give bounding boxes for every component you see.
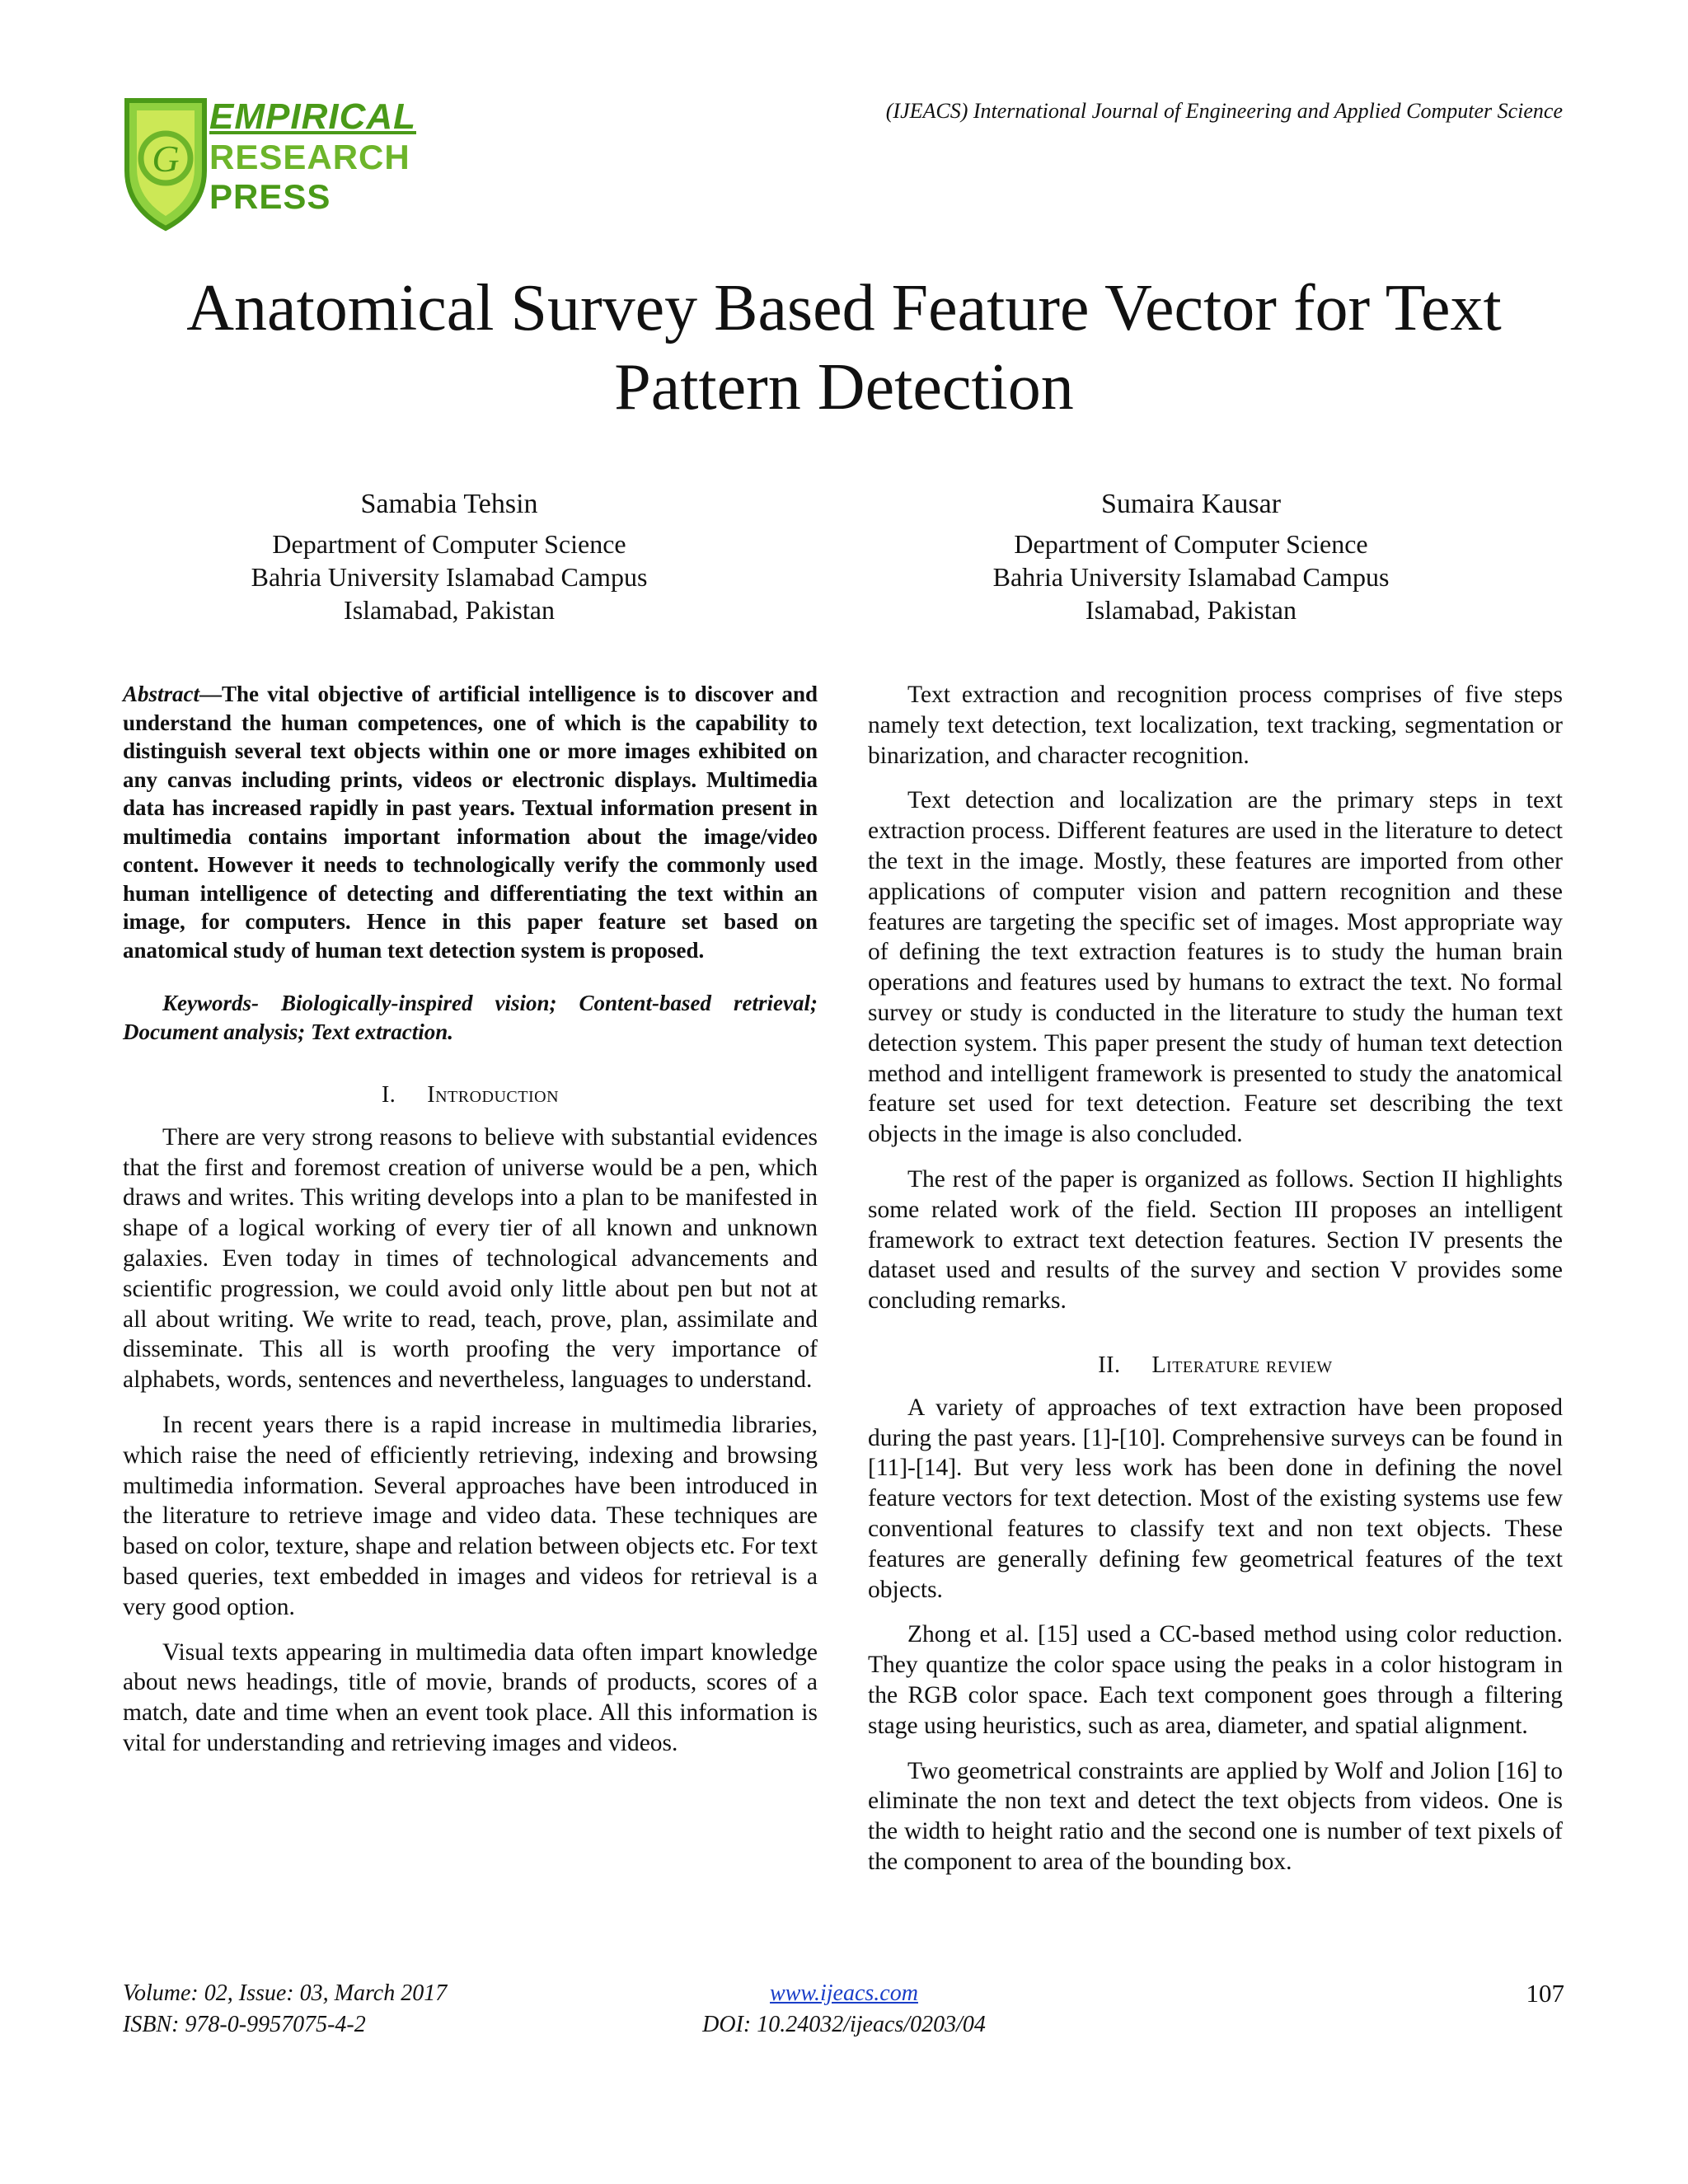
literature-paragraph-2: Zhong et al. [15] used a CC-based method using color reduction. They quantize the color space using the peaks in a color histogram in the RGB color space. Each text component goes through a filtering stage using heuristics, such as area, diameter, and spatial alignment. [868, 1621, 1563, 1739]
page-number: 107 [1526, 1979, 1564, 2008]
author-1-loc: Islamabad, Pakistan [344, 595, 555, 625]
intro-paragraph-1: There are very strong reasons to believe with substantial evidences that the first and foremost creation of universe would be a pen, which draws and writes. This writing develops into a plan to be manifested in shape of a logical working of every tier of all known and unknown galaxies. Even today in times of technological advancements and scientific progression, we could avoid only little about pen but not at all about writing. We write to read, teach, prove, plan, assimilate and disseminate. This all is worth proofing the very importance of alphabets, words, sentences and nevertheless, languages to understand. [123, 1123, 818, 1394]
author-1-dept: Department of Computer Science [272, 529, 626, 559]
section-heading-introduction [123, 1080, 818, 1111]
literature-paragraph-3: Two geometrical constraints are applied by Wolf and Jolion [16] to eliminate the non text and detect the text objects from videos. One is the width to height ratio and the second one is number of text pixels of the component to area of the bounding box. [868, 1757, 1563, 1875]
paper-title [0, 269, 1688, 427]
logo-line-research: RESEARCH [209, 138, 410, 176]
intro-paragraph-3: Visual texts appearing in multimedia data often impart knowledge about news headings, title of movie, brands of products, scores of a match, date and time when an event took place. All this information is vital for understanding and retrieving images and videos. [123, 1638, 818, 1756]
intro-paragraph-2: In recent years there is a rapid increase in multimedia libraries, which raise the need of efficiently retrieving, indexing and browsing multimedia information. Several approaches have been introduced in the literature to retrieve image and video data. These techniques are based on color, texture, shape and relation between objects etc. For text based queries, text embedded in images and videos for retrieval is a very good option. [123, 1411, 818, 1620]
footer-isbn: ISBN: 978-0-9957075-4-2 [123, 2012, 366, 2037]
literature-paragraph-1: A variety of approaches of text extraction have been proposed during the past years. [1]-[10]. Comprehensive surveys can be found in [11]-[14]. But very less work has been done in defining the novel feature vectors for text detection. Most of the existing systems use few conventional features to classify text and non text objects. These features are generally defining few geometrical features of the text objects. [868, 1394, 1563, 1603]
author-2-name: Sumaira Kausar [1100, 489, 1282, 519]
intro-paragraph-5: Text detection and localization are the primary steps in text extraction process. Different features are used in the literature to detect the text in the image. Mostly, these features are imported from other applications of computer vision and pattern recognition and these features are targeting the specific set of images. Most appropriate way of defining the text extraction features is to study the human brain operations and features used by humans to extract the text. No formal survey or study is conducted in the literature to study the human text detection system. This paper present the study of human text detection method and intelligent framework is presented to study the anatomical feature set used for text detection. Feature set describing the text objects in the image is also concluded. [868, 787, 1563, 1148]
author-2-loc: Islamabad, Pakistan [1085, 595, 1296, 625]
author-1-univ: Bahria University Islamabad Campus [251, 562, 648, 592]
title-line-1: Anatomical Survey Based Feature Vector for Text [186, 272, 1502, 344]
abstract-text: —The vital objective of artificial intelligence is to discover and understand the human competences, one of which is the capability to distinguish several text objects within one or more images exhibited on any canvas including prints, videos or electronic displays. Multimedia data has increased rapidly in past years. Textual information present in multimedia contains important information about the image/video content. However it needs to technologically verify the commonly used human intelligence of detecting and differentiating the text within an image, for computers. Hence in this paper feature set based on anatomical study of human text detection system is proposed. [123, 682, 818, 963]
section-title: Introduction [427, 1082, 560, 1108]
title-line-2: Pattern Detection [614, 351, 1074, 424]
keywords: Keywords- Biologically-inspired vision; Content-based retrieval; Document analysis; Text extraction. [123, 991, 818, 1044]
footer-center [0, 1978, 1688, 2041]
author-1-name: Samabia Tehsin [360, 489, 538, 519]
intro-paragraph-4: Text extraction and recognition process comprises of five steps namely text detection, text localization, text tracking, segmentation or binarization, and character recognition. [868, 682, 1563, 769]
author-1 [161, 488, 738, 626]
journal-name: (IJEACS) International Journal of Engineering and Applied Computer Science [885, 99, 1563, 123]
section-number: I. [381, 1082, 396, 1108]
footer-doi: DOI: 10.24032/ijeacs/0203/04 [702, 2012, 986, 2037]
svg-text:G: G [152, 138, 180, 180]
abstract-lead: Abstract [123, 682, 200, 706]
section-title: Literature review [1151, 1352, 1333, 1378]
author-2 [903, 488, 1479, 626]
logo-line-empirical: EMPIRICAL [209, 96, 416, 137]
footer-website-link[interactable]: www.ijeacs.com [770, 1980, 918, 2006]
publisher-logo [120, 92, 416, 232]
logo-wordmark [209, 96, 416, 216]
intro-paragraph-6: The rest of the paper is organized as follows. Section II highlights some related work of the field. Section III proposes an intelligent framework to extract text detection features. Section IV presents the dataset used and results of the survey and section V provides some concluding remarks. [868, 1165, 1563, 1315]
logo-line-press: PRESS [209, 177, 331, 216]
right-column [868, 680, 1563, 1892]
footer-volume: Volume: 02, Issue: 03, March 2017 [123, 1980, 448, 2006]
author-2-dept: Department of Computer Science [1014, 529, 1368, 559]
section-heading-literature-review [868, 1351, 1563, 1381]
abstract [123, 680, 818, 964]
author-2-univ: Bahria University Islamabad Campus [992, 562, 1390, 592]
shield-emblem-icon [120, 92, 211, 232]
left-column [123, 680, 818, 1774]
section-number: II. [1098, 1352, 1121, 1378]
